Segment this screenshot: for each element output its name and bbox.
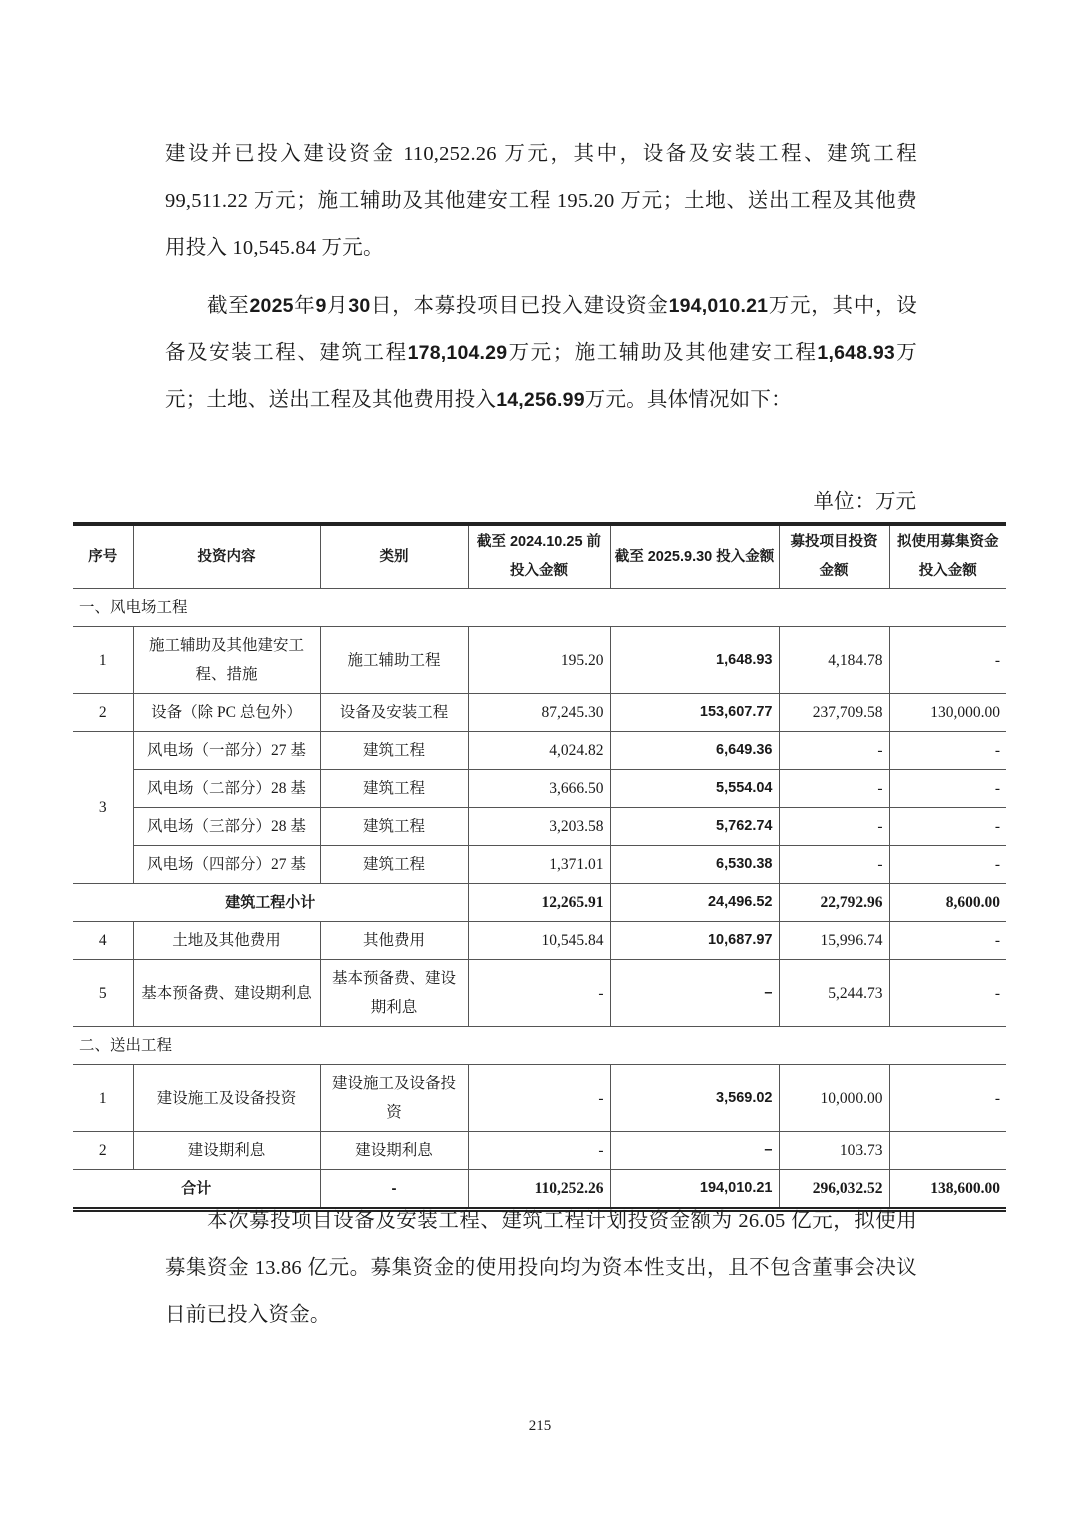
cell-to-2025: 6,649.36 <box>610 732 779 770</box>
cell-to-2025: 5,762.74 <box>610 808 779 846</box>
cell-before: 10,545.84 <box>468 922 610 960</box>
cell-no: 2 <box>73 694 133 732</box>
table-row <box>73 1065 1006 1132</box>
cell-category: 建筑工程 <box>320 808 468 846</box>
cell-raised-use: 130,000.00 <box>889 694 1006 732</box>
cell-category: 施工辅助工程 <box>320 627 468 694</box>
text: 万元；土地、送出工程及其他费用投入 <box>165 342 917 411</box>
cell-no: 2 <box>73 1132 133 1170</box>
cell-raised-use: - <box>889 770 1006 808</box>
section-row <box>73 1027 1006 1065</box>
text: 万元；施工辅助及其他建安工程 <box>507 342 818 364</box>
cell-no: 3 <box>73 732 133 884</box>
cell-to-2025: 153,607.77 <box>610 694 779 732</box>
total-before: 110,252.26 <box>468 1170 610 1210</box>
cell-to-2025: 6,530.38 <box>610 846 779 884</box>
table-row <box>73 627 1006 694</box>
cell-category: 建设施工及设备投资 <box>320 1065 468 1132</box>
cell-category: 其他费用 <box>320 922 468 960</box>
cell-raised-use: - <box>889 960 1006 1027</box>
cell-no: 4 <box>73 922 133 960</box>
table-row <box>73 694 1006 732</box>
subtotal-row <box>73 884 1006 922</box>
subtotal-to-2025: 24,496.52 <box>610 884 779 922</box>
paragraph-invested-before: 建设并已投入建设资金 110,252.26 万元，其中，设备及安装工程、建筑工程99,511.22 万元；施工辅助及其他建安工程 195.20 万元；土地、送出工程及其他费用投入 10,545.84 万元。 <box>165 143 917 259</box>
cell-project-total: 237,709.58 <box>779 694 889 732</box>
cell-category: 建设期利息 <box>320 1132 468 1170</box>
cell-category: 建筑工程 <box>320 770 468 808</box>
total-label: 合计 <box>73 1170 320 1210</box>
cell-project-total: 103.73 <box>779 1132 889 1170</box>
page-number: 215 <box>528 1418 552 1434</box>
cell-raised-use: - <box>889 922 1006 960</box>
cell-before: 1,371.01 <box>468 846 610 884</box>
cell-before: - <box>468 960 610 1027</box>
bold-auxiliary: 1,648.93 <box>817 342 895 364</box>
cell-category: 基本预备费、建设期利息 <box>320 960 468 1027</box>
cell-to-2025: – <box>610 1132 779 1170</box>
cell-content: 风电场（一部分）27 基 <box>133 732 320 770</box>
cell-no: 1 <box>73 627 133 694</box>
cell-no: 1 <box>73 1065 133 1132</box>
paragraph-plan-summary: 本次募投项目设备及安装工程、建筑工程计划投资金额为 26.05 亿元，拟使用募集资金 13.86 亿元。募集资金的使用投向均为资本性支出，且不包含董事会决议日前已投入资金。 <box>165 1210 917 1326</box>
cell-content: 施工辅助及其他建安工程、措施 <box>133 627 320 694</box>
text: 万元。具体情况如下： <box>584 389 792 411</box>
cell-project-total: 5,244.73 <box>779 960 889 1027</box>
text: 月 <box>326 295 349 317</box>
cell-before: 87,245.30 <box>468 694 610 732</box>
text: 截至 <box>207 295 250 317</box>
cell-category: 设备及安装工程 <box>320 694 468 732</box>
cell-project-total: 15,996.74 <box>779 922 889 960</box>
table-row <box>73 808 1006 846</box>
cell-content: 设备（除 PC 总包外） <box>133 694 320 732</box>
cell-content: 基本预备费、建设期利息 <box>133 960 320 1027</box>
cell-to-2025: 5,554.04 <box>610 770 779 808</box>
subtotal-label: 建筑工程小计 <box>73 884 468 922</box>
header-no: 序号 <box>73 524 133 589</box>
cell-project-total: - <box>779 846 889 884</box>
text: 日，本募投项目已投入建设资金 <box>370 295 669 317</box>
cell-raised-use: - <box>889 1065 1006 1132</box>
cell-content: 风电场（二部分）28 基 <box>133 770 320 808</box>
cell-category: 建筑工程 <box>320 846 468 884</box>
bold-equipment-construction: 178,104.29 <box>407 342 508 364</box>
table-header-row <box>73 524 1006 589</box>
cell-content: 风电场（三部分）28 基 <box>133 808 320 846</box>
table-row <box>73 732 1006 770</box>
cell-raised-use <box>889 1132 1006 1170</box>
total-to-2025: 194,010.21 <box>610 1170 779 1210</box>
cell-project-total: - <box>779 732 889 770</box>
cell-no: 5 <box>73 960 133 1027</box>
table-row <box>73 846 1006 884</box>
table-row <box>73 1132 1006 1170</box>
cell-raised-use: - <box>889 846 1006 884</box>
cell-category: 建筑工程 <box>320 732 468 770</box>
cell-before: 195.20 <box>468 627 610 694</box>
section-title: 一、风电场工程 <box>73 589 1006 627</box>
cell-to-2025: 10,687.97 <box>610 922 779 960</box>
cell-project-total: 10,000.00 <box>779 1065 889 1132</box>
text: 万元，其中，设备及安装工程、建筑工程 <box>165 295 917 364</box>
table-row <box>73 922 1006 960</box>
total-raised-use: 138,600.00 <box>889 1170 1006 1210</box>
total-category: - <box>320 1170 468 1210</box>
header-before: 截至 2024.10.25 前投入金额 <box>468 524 610 589</box>
subtotal-raised-use: 8,600.00 <box>889 884 1006 922</box>
subtotal-project-total: 22,792.96 <box>779 884 889 922</box>
bold-year: 2025 <box>249 295 294 317</box>
cell-to-2025: 1,648.93 <box>610 627 779 694</box>
cell-raised-use: - <box>889 627 1006 694</box>
cell-project-total: - <box>779 808 889 846</box>
cell-before: - <box>468 1132 610 1170</box>
bold-total-invested: 194,010.21 <box>668 295 769 317</box>
cell-raised-use: - <box>889 808 1006 846</box>
cell-project-total: 4,184.78 <box>779 627 889 694</box>
table-row <box>73 960 1006 1027</box>
cell-before: 3,666.50 <box>468 770 610 808</box>
section-title: 二、送出工程 <box>73 1027 1006 1065</box>
subtotal-before: 12,265.91 <box>468 884 610 922</box>
cell-content: 建设施工及设备投资 <box>133 1065 320 1132</box>
bold-day: 30 <box>348 295 371 317</box>
cell-to-2025: – <box>610 960 779 1027</box>
header-to-2025: 截至 2025.9.30 投入金额 <box>610 524 779 589</box>
cell-before: 4,024.82 <box>468 732 610 770</box>
bold-land-other: 14,256.99 <box>496 389 585 411</box>
cell-content: 风电场（四部分）27 基 <box>133 846 320 884</box>
unit-label: 单位：万元 <box>813 491 916 513</box>
total-project-total: 296,032.52 <box>779 1170 889 1210</box>
header-project-total: 募投项目投资金额 <box>779 524 889 589</box>
header-content: 投资内容 <box>133 524 320 589</box>
cell-project-total: - <box>779 770 889 808</box>
table-row <box>73 770 1006 808</box>
cell-content: 土地及其他费用 <box>133 922 320 960</box>
cell-before: - <box>468 1065 610 1132</box>
header-category: 类别 <box>320 524 468 589</box>
investment-table <box>73 522 1006 1212</box>
header-raised-use: 拟使用募集资金投入金额 <box>889 524 1006 589</box>
cell-before: 3,203.58 <box>468 808 610 846</box>
cell-raised-use: - <box>889 732 1006 770</box>
paragraph-invested-to-date <box>165 283 917 424</box>
bold-month: 9 <box>315 295 327 317</box>
section-row <box>73 589 1006 627</box>
text: 年 <box>293 295 316 317</box>
cell-to-2025: 3,569.02 <box>610 1065 779 1132</box>
cell-content: 建设期利息 <box>133 1132 320 1170</box>
